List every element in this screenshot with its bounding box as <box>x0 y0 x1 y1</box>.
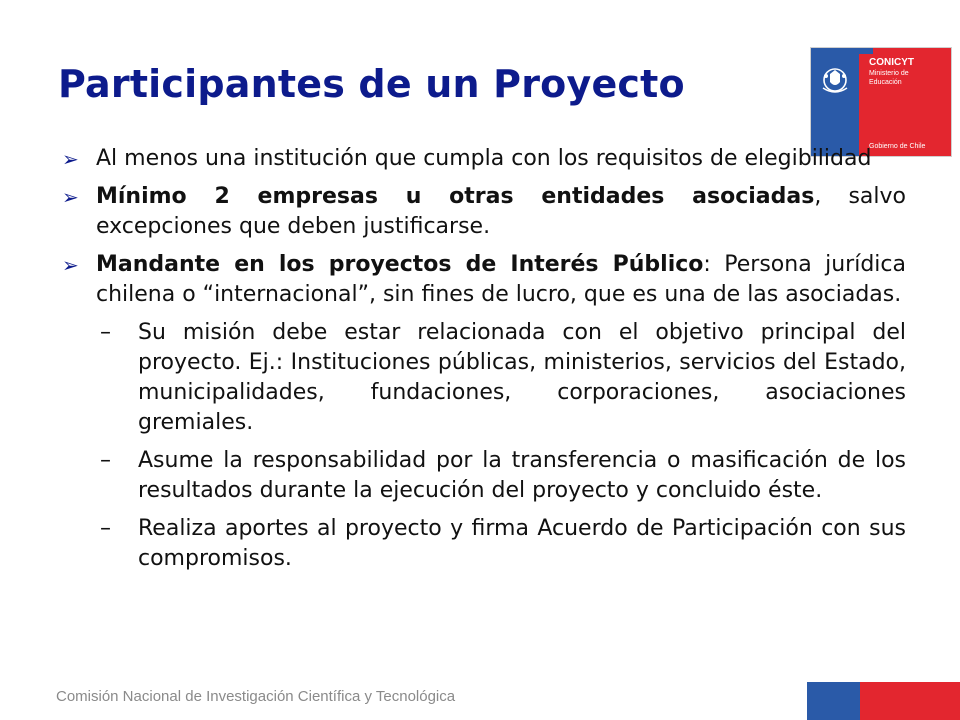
page-title: Participantes de un Proyecto <box>58 62 685 106</box>
conicyt-logo <box>811 48 951 156</box>
bullet-item <box>62 182 906 242</box>
bullet-bold-text: Mínimo 2 empresas u otras entidades asociadas <box>96 184 815 209</box>
bullet-bold-text: Mandante en los proyectos de Interés Público <box>96 252 704 277</box>
bullet-text: : Persona jurídica chilena o “internacional”, sin fines de lucro, que es una de las asociadas. <box>96 252 906 307</box>
logo-blue-panel <box>811 48 859 156</box>
flag-blue-block <box>807 682 860 720</box>
dash-bullet-icon: – <box>100 320 111 345</box>
arrow-bullet-icon: ➢ <box>62 253 79 277</box>
footer-institution: Comisión Nacional de Investigación Científica y Tecnológica <box>56 688 456 705</box>
flag-red-block <box>860 682 960 720</box>
arrow-bullet-icon: ➢ <box>62 185 79 209</box>
sub-bullet-item <box>62 514 906 574</box>
sub-bullet-item <box>62 318 906 438</box>
logo-sub-line-2: Educación <box>869 79 902 86</box>
sub-bullet-text: Su misión debe estar relacionada con el objetivo principal del proyecto. Ej.: Instituciones públicas, ministerios, servicios del Estado, municipalidades, fundaciones, corporaciones, asociaciones gremiales. <box>138 320 906 435</box>
sub-bullet-text: Asume la responsabilidad por la transferencia o masificación de los resultados durante la ejecución del proyecto y concluido éste. <box>138 448 906 503</box>
sub-bullet-text: Realiza aportes al proyecto y firma Acuerdo de Participación con sus compromisos. <box>138 516 906 571</box>
logo-stripe <box>859 48 873 54</box>
logo-red-panel <box>859 48 951 156</box>
bullet-item <box>62 250 906 310</box>
bullet-text: , salvo excepciones que deben justificarse. <box>96 184 906 239</box>
bullet-text: Al menos una institución que cumpla con los requisitos de elegibilidad <box>96 146 872 171</box>
arrow-bullet-icon: ➢ <box>62 147 79 171</box>
slide-content <box>62 144 906 582</box>
coat-of-arms-icon <box>817 62 853 98</box>
bullet-item <box>62 144 906 174</box>
dash-bullet-icon: – <box>100 448 111 473</box>
logo-text <box>869 57 914 87</box>
logo-name: CONICYT <box>869 57 914 68</box>
logo-sub-line-1: Ministerio de <box>869 70 909 77</box>
logo-government: Gobierno de Chile <box>869 143 926 150</box>
dash-bullet-icon: – <box>100 516 111 541</box>
sub-bullet-item <box>62 446 906 506</box>
flag-bar <box>807 682 960 720</box>
